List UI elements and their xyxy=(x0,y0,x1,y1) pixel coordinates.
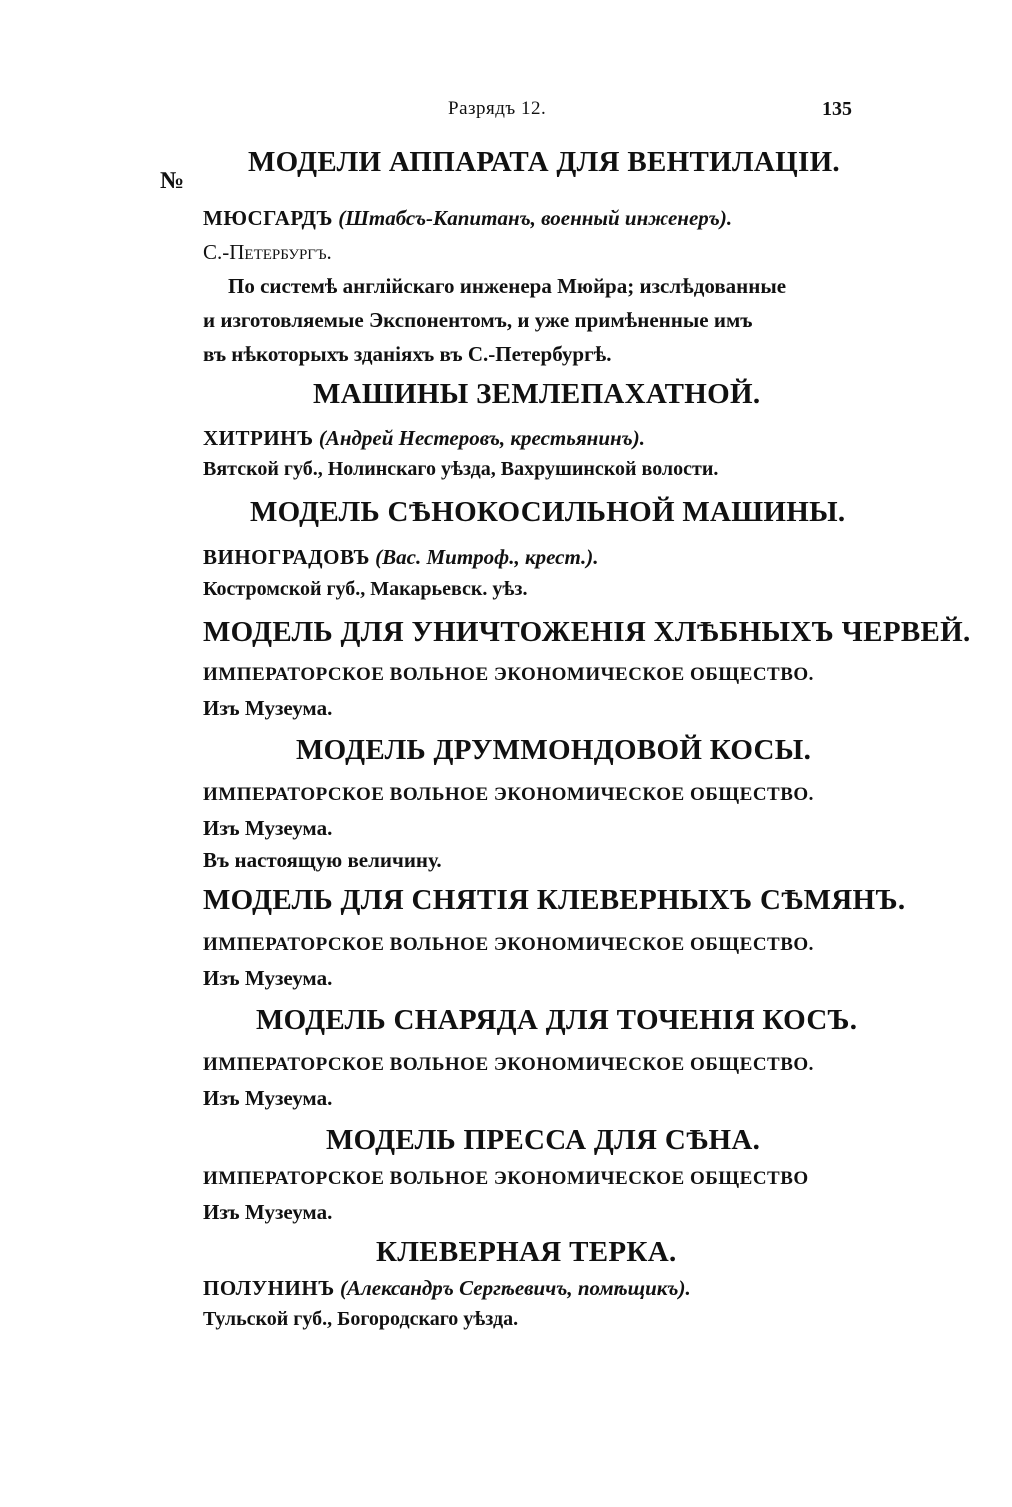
entry-heading: КЛЕВЕРНАЯ ТЕРКА. xyxy=(376,1236,677,1268)
exhibitor-name: ВИНОГРАДОВЪ xyxy=(203,545,370,569)
exhibitor-name: МЮСГАРДЪ xyxy=(203,206,333,230)
exhibitor-place: Тульской губ., Богородскаго уѣзда. xyxy=(203,1308,519,1330)
exhibitor-place: С.-Петербургъ. xyxy=(203,240,332,264)
exhibitor-name: ИМПЕРАТОРСКОЕ ВОЛЬНОЕ ЭКОНОМИЧЕСКОЕ ОБЩЕСТВО. xyxy=(203,934,814,955)
exhibitor-name: ИМПЕРАТОРСКОЕ ВОЛЬНОЕ ЭКОНОМИЧЕСКОЕ ОБЩЕСТВО. xyxy=(203,664,814,685)
exhibitor-name: ИМПЕРАТОРСКОЕ ВОЛЬНОЕ ЭКОНОМИЧЕСКОЕ ОБЩЕСТВО xyxy=(203,1168,809,1189)
entry-heading: МОДЕЛЬ СѢНОКОСИЛЬНОЙ МАШИНЫ. xyxy=(250,496,846,528)
exhibitor-line xyxy=(203,426,645,451)
exhibitor-place: Изъ Музеума. xyxy=(203,816,333,840)
exhibitor-name: ИМПЕРАТОРСКОЕ ВОЛЬНОЕ ЭКОНОМИЧЕСКОЕ ОБЩЕСТВО. xyxy=(203,784,814,805)
page-number: 135 xyxy=(822,98,852,120)
description-line: и изготовляемые Экспонентомъ, и уже примѣненные имъ xyxy=(203,308,753,332)
number-sign: № xyxy=(160,168,185,194)
exhibitor-name: ИМПЕРАТОРСКОЕ ВОЛЬНОЕ ЭКОНОМИЧЕСКОЕ ОБЩЕСТВО. xyxy=(203,1054,814,1075)
entry-heading: МОДЕЛЬ ДЛЯ СНЯТІЯ КЛЕВЕРНЫХЪ СѢМЯНЪ. xyxy=(203,884,906,916)
exhibitor-name: ПОЛУНИНЪ xyxy=(203,1276,335,1300)
description-line: По системѣ англійскаго инженера Мюйра; изслѣдованные xyxy=(228,274,787,298)
description-line: въ нѣкоторыхъ зданіяхъ въ С.-Петербургѣ. xyxy=(203,342,612,366)
exhibitor-place: Изъ Музеума. xyxy=(203,966,333,990)
exhibitor-place: Изъ Музеума. xyxy=(203,1086,333,1110)
exhibitor-place: Костромской губ., Макарьевск. уѣз. xyxy=(203,578,528,600)
entry-heading: МОДЕЛЬ СНАРЯДА ДЛЯ ТОЧЕНІЯ КОСЪ. xyxy=(256,1004,858,1036)
exhibitor-rank: (Андрей Нестеровъ, крестьянинъ). xyxy=(318,426,645,450)
exhibitor-line xyxy=(203,545,599,570)
entry-heading: МАШИНЫ ЗЕМЛЕПАХАТНОЙ. xyxy=(313,378,761,410)
exhibitor-place: Вятской губ., Нолинскаго уѣзда, Вахрушинской волости. xyxy=(203,458,719,480)
exhibitor-rank: (Вас. Митроф., крест.). xyxy=(375,545,599,569)
exhibitor-line xyxy=(203,206,732,231)
exhibitor-name: ХИТРИНЪ xyxy=(203,426,314,450)
exhibitor-rank: (Александръ Сергѣевичъ, помѣщикъ). xyxy=(340,1276,691,1300)
entry-note: Въ настоящую величину. xyxy=(203,848,442,872)
exhibitor-place: Изъ Музеума. xyxy=(203,1200,333,1224)
entry-heading: МОДЕЛИ АППАРАТА ДЛЯ ВЕНТИЛАЦІИ. xyxy=(248,146,840,178)
entry-heading: МОДЕЛЬ ПРЕССА ДЛЯ СѢНА. xyxy=(326,1124,761,1156)
exhibitor-line xyxy=(203,1276,691,1301)
exhibitor-place: Изъ Музеума. xyxy=(203,696,333,720)
exhibitor-rank: (Штабсъ-Капитанъ, военный инженеръ). xyxy=(338,206,733,230)
running-title: Разрядъ 12. xyxy=(448,98,547,119)
entry-heading: МОДЕЛЬ ДРУММОНДОВОЙ КОСЫ. xyxy=(296,734,812,766)
entry-heading: МОДЕЛЬ ДЛЯ УНИЧТОЖЕНІЯ ХЛѢБНЫХЪ ЧЕРВЕЙ. xyxy=(203,616,971,648)
